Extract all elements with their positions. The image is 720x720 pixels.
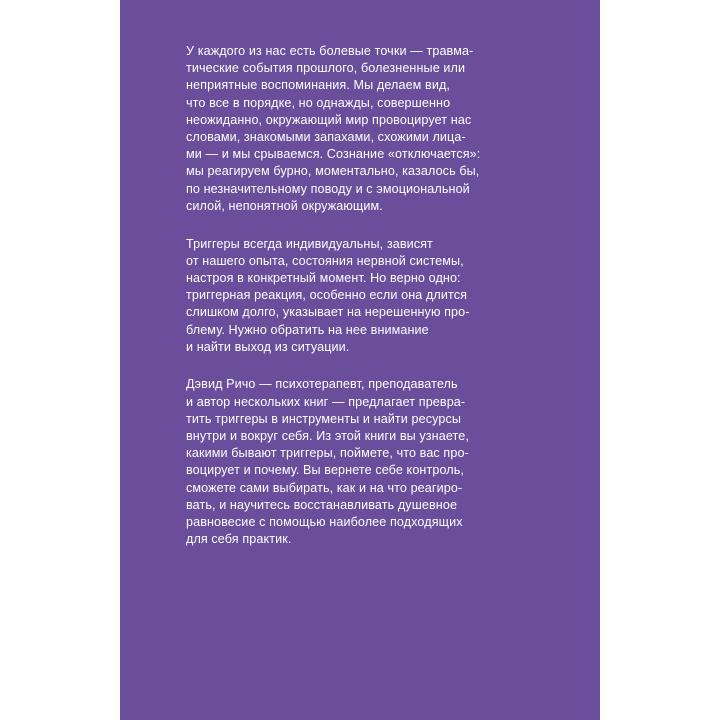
text-line: Дэвид Ричо — психотерапевт, преподаватель [186, 377, 458, 392]
text-line: для себя практик. [186, 532, 292, 547]
text-line: У каждого из нас есть болевые точки — травма- [186, 44, 474, 58]
book-back-cover [120, 0, 600, 720]
text-line: по незначительному поводу и с эмоциональной [186, 181, 470, 196]
text-line: неожиданно, окружающий мир провоцирует нас [186, 112, 472, 127]
text-line: внутри и вокруг себя. Из этой книги вы узнаете, [186, 429, 469, 444]
text-line: блему. Нужно обратить на нее внимание [186, 322, 429, 337]
text-line: тические события прошлого, болезненные или [186, 61, 466, 76]
text-line: какими бывают триггеры, поймете, что вас про- [186, 446, 469, 461]
text-line: словами, знакомыми запахами, схожими лица- [186, 130, 466, 145]
text-line: воцирует и почему. Вы вернете себе контроль, [186, 463, 464, 478]
text-line: Триггеры всегда индивидуальны, зависят [186, 236, 433, 251]
text-line: сможете сами выбирать, как и на что реагиро- [186, 480, 463, 495]
text-line: что все в порядке, но однажды, совершенно [186, 95, 451, 110]
blurb-paragraph-3 [186, 376, 526, 548]
text-line: равновесие с помощью наиболее подходящих [186, 515, 463, 530]
text-line: слишком долго, указывает на нерешенную про- [186, 305, 470, 320]
text-line: неприятные воспоминания. Мы делаем вид, [186, 78, 451, 93]
text-line: мы реагируем бурно, моментально, казалось бы, [186, 164, 480, 179]
text-line: настроя в конкретный момент. Но верно одно: [186, 270, 461, 285]
text-line: тить триггеры в инструменты и найти ресурсы [186, 411, 462, 426]
blurb-paragraph-2 [186, 236, 526, 356]
text-line: и автор нескольких книг — предлагает превра- [186, 394, 466, 409]
text-line: триггерная реакция, особенно если она длится [186, 288, 468, 303]
text-line: ми — и мы срываемся. Сознание «отключается»: [186, 147, 481, 162]
text-line: от нашего опыта, состояния нервной системы, [186, 253, 464, 268]
blurb-paragraph-1 [186, 43, 526, 215]
text-line: и найти выход из ситуации. [186, 339, 350, 354]
blurb-text [186, 43, 526, 569]
text-line: силой, непонятной окружающим. [186, 198, 383, 213]
text-line: вать, и научитесь восстанавливать душевное [186, 497, 458, 512]
